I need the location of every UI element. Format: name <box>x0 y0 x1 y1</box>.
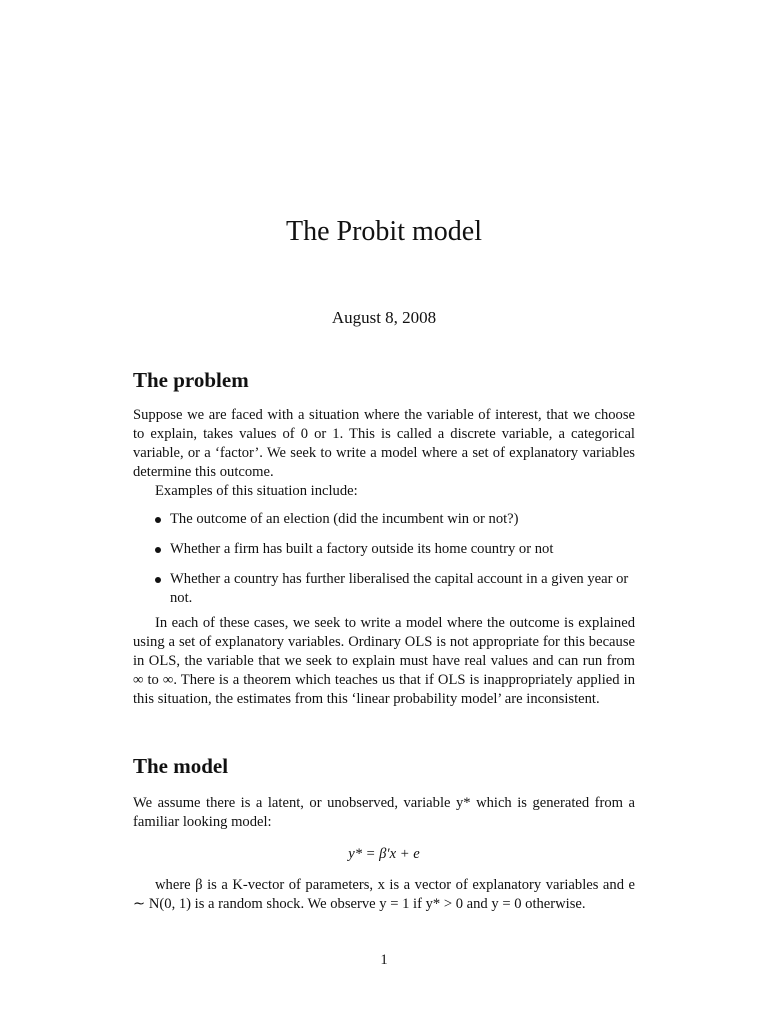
model-equation: y* = β′x + e <box>348 846 420 862</box>
bullet-list <box>133 540 635 559</box>
document-title: The Probit model <box>286 216 482 247</box>
list-item-text: The outcome of an election (did the incumbent win or not?) <box>170 511 519 527</box>
bullet-icon <box>155 547 161 553</box>
list-item-text: Whether a country has further liberalised the capital account in a given year or not. <box>170 571 629 606</box>
list-item <box>133 540 635 559</box>
bullet-icon <box>155 517 161 523</box>
section-heading-model: The model <box>133 754 229 778</box>
page-number: 1 <box>380 952 388 968</box>
problem-paragraph-1: Suppose we are faced with a situation where the variable of interest, that we choose to explain, takes values of 0 or 1. This is called a discrete variable, a categorical variable, or a ‘factor’. We seek to write a model where a set of explanatory variables determine this outcome. <box>133 407 635 480</box>
list-item-text: Whether a firm has built a factory outside its home country or not <box>170 541 554 557</box>
bullet-list <box>133 510 635 529</box>
bullet-list <box>133 570 635 608</box>
bullet-icon <box>155 577 161 583</box>
document-date: August 8, 2008 <box>331 308 437 327</box>
section-heading-problem: The problem <box>133 368 249 392</box>
model-paragraph-2: where β is a K-vector of parameters, x is a vector of explanatory variables and e ∼ N(0, 1) is a random shock. We observe y = 1 if y* > 0 and y = 0 otherwise. <box>133 877 635 912</box>
list-item <box>133 510 635 529</box>
model-paragraph-1: We assume there is a latent, or unobserved, variable y* which is generated from a familiar looking model: <box>133 795 635 830</box>
list-item <box>133 570 635 608</box>
problem-paragraph-2: In each of these cases, we seek to write a model where the outcome is explained using a set of explanatory variables. Ordinary OLS is not appropriate for this because in OLS, the variable that we seek to explain must have real values and can run from ∞ to ∞. There is a theorem which teaches us that if OLS is inappropriately applied in this situation, the estimates from this ‘linear probability model’ are inconsistent. <box>133 615 635 707</box>
problem-paragraph-examples: Examples of this situation include: <box>155 483 358 499</box>
